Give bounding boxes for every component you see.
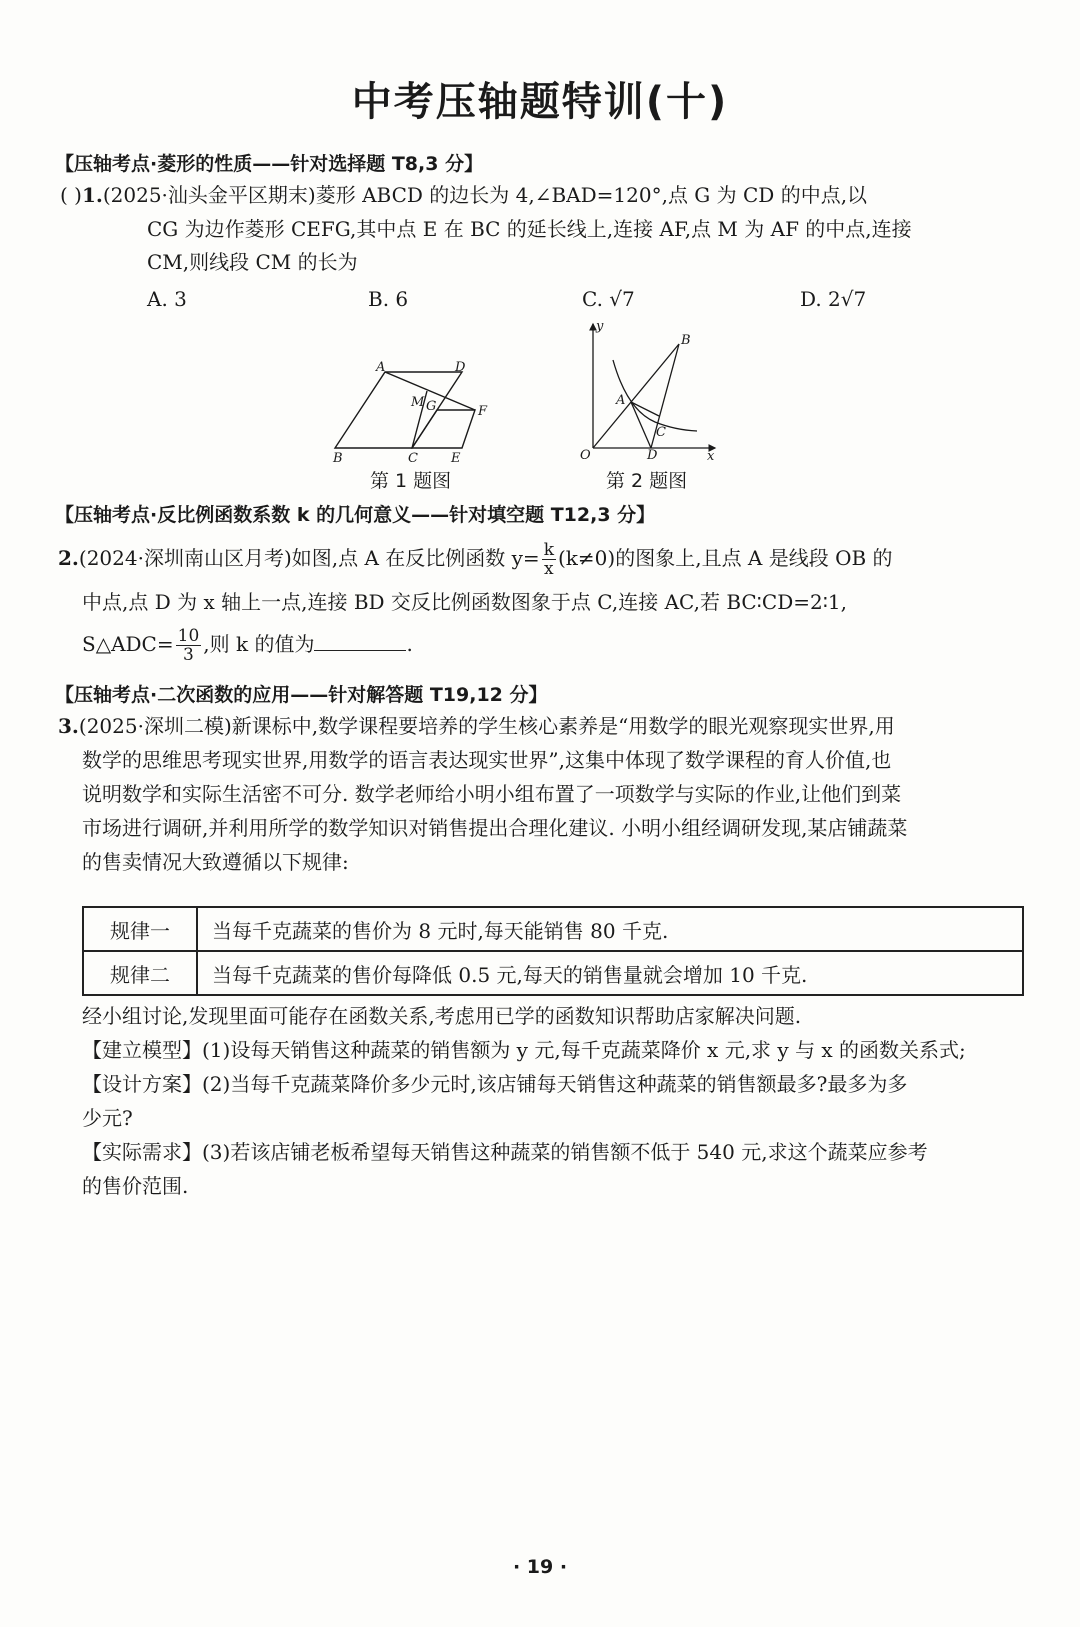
fraction-numerator: k bbox=[543, 540, 554, 560]
question-1-line-2: CG 为边作菱形 CEFG,其中点 E 在 BC 的延长线上,连接 AF,点 M 为 AF 的中点,连接 bbox=[147, 217, 912, 241]
question-2-text-1b: (k≠0)的图象上,且点 A 是线段 OB 的 bbox=[558, 546, 893, 570]
label-b2: B bbox=[681, 333, 691, 348]
figure-1-rhombus-diagram bbox=[325, 360, 505, 465]
area-equals: = bbox=[156, 632, 174, 656]
section-heading-inverse-proportion: 【压轴考点·反比例函数系数 k 的几何意义——针对填空题 T12,3 分】 bbox=[55, 504, 656, 526]
figure-2-inverse-function-diagram bbox=[575, 318, 725, 463]
question-3-line-3: 说明数学和实际生活密不可分. 数学老师给小明小组布置了一项数学与实际的作业,让他们到菜 bbox=[82, 782, 902, 806]
area-label: S△ADC bbox=[82, 632, 157, 656]
question-3-text-1: (2025·深圳二模)新课标中,数学课程要培养的学生核心素养是“用数学的眼光观察现实世界,用 bbox=[78, 714, 895, 738]
answer-blank bbox=[314, 632, 406, 651]
label-c: C bbox=[408, 451, 418, 465]
label-a2: A bbox=[616, 393, 626, 408]
question-3-part-1: 【建立模型】(1)设每天销售这种蔬菜的销售额为 y 元,每千克蔬菜降价 x 元,求 y 与 x 的函数关系式; bbox=[82, 1038, 966, 1062]
section-heading-quadratic: 【压轴考点·二次函数的应用——针对解答题 T19,12 分】 bbox=[55, 684, 548, 706]
question-3-part-3: 【实际需求】(3)若该店铺老板希望每天销售这种蔬菜的销售额不低于 540 元,求这个蔬菜应参考 bbox=[82, 1140, 928, 1164]
label-f: F bbox=[478, 404, 488, 419]
question-2-text-3: ,则 k 的值为 bbox=[203, 632, 315, 656]
question-1-line-3: CM,则线段 CM 的长为 bbox=[147, 250, 358, 274]
question-2-number: 2. bbox=[58, 546, 79, 570]
hyperbola-curve bbox=[613, 360, 697, 431]
rule-name: 规律一 bbox=[83, 907, 197, 951]
fraction-numerator: 10 bbox=[177, 626, 200, 646]
question-1-text-1: (2025·汕头金平区期末)菱形 ABCD 的边长为 4,∠BAD=120°,点 G 为 CD 的中点,以 bbox=[102, 183, 868, 207]
rule-text: 当每千克蔬菜的售价为 8 元时,每天能销售 80 千克. bbox=[197, 907, 1023, 951]
figure-1-caption: 第 1 题图 bbox=[370, 470, 452, 492]
question-2-line-3 bbox=[82, 626, 413, 664]
label-y: y bbox=[596, 319, 604, 334]
rules-table bbox=[82, 906, 1024, 996]
rule-name: 规律二 bbox=[83, 951, 197, 995]
question-3-line-4: 市场进行调研,并利用所学的数学知识对销售提出合理化建议. 小明小组经调研发现,某店铺蔬菜 bbox=[82, 816, 908, 840]
option-d: D. 2√7 bbox=[800, 287, 867, 311]
period: . bbox=[406, 632, 413, 656]
label-g: G bbox=[426, 399, 437, 414]
section-heading-rhombus: 【压轴考点·菱形的性质——针对选择题 T8,3 分】 bbox=[55, 153, 484, 175]
question-3-line-1 bbox=[58, 712, 895, 740]
figure-2-caption: 第 2 题图 bbox=[606, 470, 688, 492]
label-d: D bbox=[455, 360, 466, 375]
question-3-part-2: 【设计方案】(2)当每千克蔬菜降价多少元时,该店铺每天销售这种蔬菜的销售额最多?最多为多 bbox=[82, 1072, 908, 1096]
segment-ac bbox=[631, 402, 659, 416]
question-3-line-5: 的售卖情况大致遵循以下规律: bbox=[82, 850, 349, 874]
question-2-line-2: 中点,点 D 为 x 轴上一点,连接 BD 交反比例函数图象于点 C,连接 AC,若 BC∶CD=2∶1, bbox=[82, 590, 847, 614]
question-3-after-1: 经小组讨论,发现里面可能存在函数关系,考虑用已学的函数知识帮助店家解决问题. bbox=[82, 1004, 802, 1028]
question-2-line-1 bbox=[58, 540, 893, 578]
rhombus-cefg bbox=[412, 410, 475, 448]
label-x: x bbox=[707, 449, 715, 463]
label-d2: D bbox=[647, 448, 658, 463]
question-3-part-3-cont: 的售价范围. bbox=[82, 1174, 189, 1198]
segment-ad bbox=[631, 402, 651, 448]
segment-ob bbox=[593, 344, 679, 448]
question-3-line-2: 数学的思维思考现实世界,用数学的语言表达现实世界”,这集中体现了数学课程的育人价值,也 bbox=[82, 748, 892, 772]
question-2-text-1a: (2024·深圳南山区月考)如图,点 A 在反比例函数 y= bbox=[78, 546, 540, 570]
fraction-denominator: 3 bbox=[183, 645, 194, 665]
label-m: M bbox=[411, 395, 425, 410]
question-1-number: 1. bbox=[81, 183, 103, 207]
option-c: C. √7 bbox=[582, 287, 635, 311]
label-a: A bbox=[376, 360, 386, 375]
table-row bbox=[83, 907, 1023, 951]
question-1-line-1 bbox=[60, 181, 867, 209]
option-a: A. 3 bbox=[147, 287, 187, 311]
page-title: 中考压轴题特训(十) bbox=[351, 79, 729, 125]
label-o: O bbox=[580, 448, 591, 463]
answer-paren: ( ) bbox=[60, 183, 82, 207]
label-b: B bbox=[333, 451, 343, 465]
option-b: B. 6 bbox=[368, 287, 409, 311]
fraction-denominator: x bbox=[544, 559, 554, 579]
question-3-number: 3. bbox=[58, 714, 79, 738]
question-3-part-2-cont: 少元? bbox=[82, 1106, 133, 1130]
label-e: E bbox=[451, 451, 461, 465]
page-number: · 19 · bbox=[512, 1556, 568, 1578]
fraction-k-over-x bbox=[542, 541, 556, 578]
label-c2: C bbox=[656, 425, 666, 440]
fraction-10-over-3 bbox=[176, 627, 202, 664]
rule-text: 当每千克蔬菜的售价每降低 0.5 元,每天的销售量就会增加 10 千克. bbox=[197, 951, 1023, 995]
table-row bbox=[83, 951, 1023, 995]
